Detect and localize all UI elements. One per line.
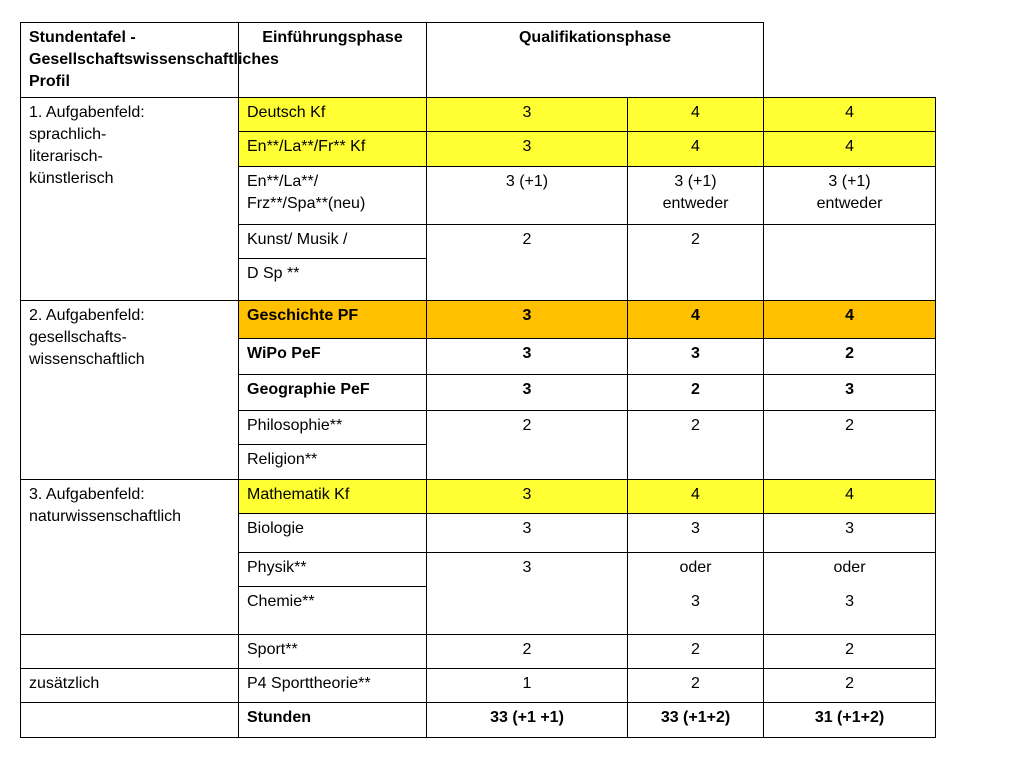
wipo-qualifikation-1: 3 [628, 339, 764, 375]
wipo-einfuehrung: 3 [427, 339, 628, 375]
group-1-label [21, 98, 239, 301]
en-la-fr-einfuehrung: 3 [427, 132, 628, 167]
subject-wipo: WiPo PeF [239, 339, 427, 375]
kunst-qualifikation-2 [764, 225, 936, 301]
subject-geschichte: Geschichte PF [239, 301, 427, 339]
total-qualifikation-2: 31 (+1+2) [764, 703, 936, 738]
subject-d-sp: D Sp ** [239, 259, 427, 301]
geographie-qualifikation-2: 3 [764, 375, 936, 411]
philosophie-einfuehrung: 2 [427, 411, 628, 480]
bio-qualifikation-2: 3 [764, 514, 936, 553]
header-row [21, 23, 936, 98]
group-2-line: 2. Aufgabenfeld: [29, 307, 145, 324]
subject-religion: Religion** [239, 445, 427, 480]
sport-qualifikation-2: 2 [764, 635, 936, 669]
table-title-line2: Gesellschaftswissenschaftliches Profil [29, 51, 279, 90]
table-row [21, 635, 936, 669]
bio-einfuehrung: 3 [427, 514, 628, 553]
subject-sport: Sport** [239, 635, 427, 669]
group-3-label [21, 480, 239, 635]
kunst-qualifikation-1: 2 [628, 225, 764, 301]
neu-q2-line1: 3 (+1) [828, 173, 871, 190]
sport-einfuehrung: 2 [427, 635, 628, 669]
header-qualifikationsphase: Qualifikationsphase [427, 23, 764, 98]
total-einfuehrung: 33 (+1 +1) [427, 703, 628, 738]
geschichte-qualifikation-1: 4 [628, 301, 764, 339]
group-1-line: künstlerisch [29, 170, 114, 187]
chemie-qualifikation-2: 3 [764, 587, 936, 635]
subject-biologie: Biologie [239, 514, 427, 553]
subject-kunst-musik: Kunst/ Musik / [239, 225, 427, 259]
mathe-qualifikation-1: 4 [628, 480, 764, 514]
p4-qualifikation-2: 2 [764, 669, 936, 703]
header-einfuehrungsphase: Einführungsphase [239, 23, 427, 98]
subject-neu-line1: En**/La**/ [247, 173, 319, 190]
philosophie-qualifikation-1: 2 [628, 411, 764, 480]
subject-physik: Physik** [239, 553, 427, 587]
en-la-fr-qualifikation-1: 4 [628, 132, 764, 167]
neu-qualifikation-1 [628, 167, 764, 225]
subject-philosophie: Philosophie** [239, 411, 427, 445]
subject-p4-sporttheorie: P4 Sporttheorie** [239, 669, 427, 703]
geographie-einfuehrung: 3 [427, 375, 628, 411]
p4-einfuehrung: 1 [427, 669, 628, 703]
group-3-line: 3. Aufgabenfeld: [29, 486, 145, 503]
stundentafel-table [20, 22, 936, 738]
table-title [21, 23, 279, 98]
empty-group-cell [21, 635, 239, 669]
philosophie-qualifikation-2: 2 [764, 411, 936, 480]
group-zusaetzlich: zusätzlich [21, 669, 239, 703]
total-label: Stunden [239, 703, 427, 738]
geschichte-einfuehrung: 3 [427, 301, 628, 339]
sport-qualifikation-1: 2 [628, 635, 764, 669]
neu-q2-line2: entweder [816, 195, 883, 212]
subject-deutsch: Deutsch Kf [239, 98, 427, 132]
table-row [21, 98, 936, 132]
en-la-fr-qualifikation-2: 4 [764, 132, 936, 167]
kunst-einfuehrung: 2 [427, 225, 628, 301]
subject-neu-line2: Frz**/Spa**(neu) [247, 195, 366, 212]
table-row [21, 301, 936, 339]
subject-chemie: Chemie** [239, 587, 427, 635]
group-1-line: literarisch- [29, 148, 103, 165]
subject-en-la-fr: En**/La**/Fr** Kf [239, 132, 427, 167]
wipo-qualifikation-2: 2 [764, 339, 936, 375]
mathe-qualifikation-2: 4 [764, 480, 936, 514]
mathe-einfuehrung: 3 [427, 480, 628, 514]
total-qualifikation-1: 33 (+1+2) [628, 703, 764, 738]
neu-q1-line1: 3 (+1) [674, 173, 717, 190]
group-3-line: naturwissenschaftlich [29, 508, 182, 525]
geographie-qualifikation-1: 2 [628, 375, 764, 411]
total-row [21, 703, 936, 738]
subject-mathematik: Mathematik Kf [239, 480, 427, 514]
chemie-qualifikation-1: 3 [628, 587, 764, 635]
neu-q1-line2: entweder [662, 195, 729, 212]
group-2-line: gesellschafts- [29, 329, 127, 346]
physik-chemie-einfuehrung: 3 [427, 553, 628, 635]
geschichte-qualifikation-2: 4 [764, 301, 936, 339]
subject-neu-sprachen [239, 167, 427, 225]
bio-qualifikation-1: 3 [628, 514, 764, 553]
physik-qualifikation-2: oder [764, 553, 936, 587]
group-1-line: sprachlich- [29, 126, 107, 143]
deutsch-einfuehrung: 3 [427, 98, 628, 132]
neu-qualifikation-2 [764, 167, 936, 225]
table-title-line1: Stundentafel - [29, 29, 136, 46]
empty-total-group-cell [21, 703, 239, 738]
group-1-line: 1. Aufgabenfeld: [29, 104, 145, 121]
table-row [21, 480, 936, 514]
subject-geographie: Geographie PeF [239, 375, 427, 411]
group-2-label [21, 301, 239, 480]
deutsch-qualifikation-1: 4 [628, 98, 764, 132]
physik-qualifikation-1: oder [628, 553, 764, 587]
group-2-line: wissenschaftlich [29, 351, 145, 368]
deutsch-qualifikation-2: 4 [764, 98, 936, 132]
neu-einfuehrung: 3 (+1) [427, 167, 628, 225]
p4-qualifikation-1: 2 [628, 669, 764, 703]
table-row [21, 669, 936, 703]
